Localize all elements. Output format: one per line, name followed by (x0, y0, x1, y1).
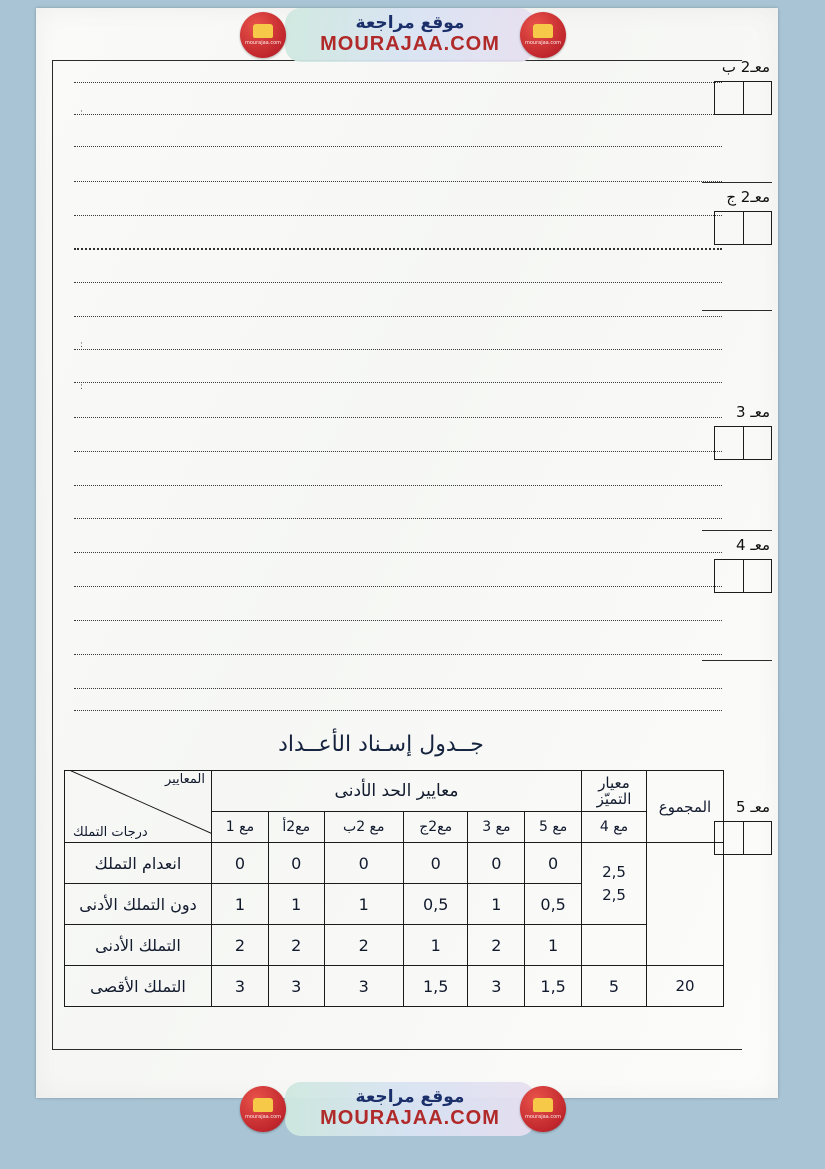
badge-glyph-icon (533, 1098, 553, 1112)
cell-value: 1 (268, 884, 324, 925)
subheader-criterion-2c: مع2ج (403, 812, 468, 843)
criteria-label: معـ 5 (736, 798, 770, 816)
cell-value: 3 (468, 966, 525, 1007)
row-label: دون التملك الأدنى (65, 884, 212, 925)
row-label: التملك الأدنى (65, 925, 212, 966)
cell-value: 0 (468, 843, 525, 884)
score-cell[interactable] (715, 427, 743, 459)
criteria-separator (702, 530, 772, 531)
cell-excellence (582, 925, 647, 966)
criteria-score-boxes[interactable] (714, 426, 772, 460)
score-cell[interactable] (743, 212, 772, 244)
table-row (65, 925, 724, 966)
cell-value: 0 (403, 843, 468, 884)
criteria-label: معـ 4 (736, 536, 770, 554)
ruled-lines: : : : (74, 82, 722, 722)
cell-value: 1 (468, 884, 525, 925)
badge-subtext: mourajaa.com (245, 40, 282, 46)
criteria-label: معـ2 ب (721, 58, 770, 76)
subheader-criterion-5: مع 5 (525, 812, 582, 843)
cell-value: 0 (212, 843, 269, 884)
watermark-line1: موقع مراجعة (355, 1087, 465, 1108)
badge-glyph-icon (533, 24, 553, 38)
criteria-score-boxes[interactable] (714, 81, 772, 115)
corner-top-label: المعايير (164, 772, 205, 787)
watermark-badge-icon (520, 12, 566, 58)
criteria-separator (702, 660, 772, 661)
watermark-text (320, 1088, 500, 1129)
cell-value: 1 (403, 925, 468, 966)
criteria-score-boxes[interactable] (714, 211, 772, 245)
cell-value: 2 (268, 925, 324, 966)
cell-value: 2 (324, 925, 403, 966)
subheader-criterion-1: مع 1 (212, 812, 269, 843)
score-cell[interactable] (743, 560, 772, 592)
scanned-sheet (36, 8, 778, 1098)
cell-value: 2 (468, 925, 525, 966)
score-cell[interactable] (743, 427, 772, 459)
watermark-badge-icon (520, 1086, 566, 1132)
watermark-text (320, 14, 500, 55)
cell-value: 1 (212, 884, 269, 925)
cell-value: 1 (324, 884, 403, 925)
score-cell[interactable] (715, 560, 743, 592)
cell-value: 2 (212, 925, 269, 966)
header-minimum-group: معايير الحد الأدنى (212, 771, 582, 812)
table-row (65, 843, 724, 884)
cell-value: 3 (212, 966, 269, 1007)
subheader-criterion-3: مع 3 (468, 812, 525, 843)
row-label: انعدام التملك (65, 843, 212, 884)
badge-subtext: mourajaa.com (525, 40, 562, 46)
excellence-value: 2,5 (602, 863, 626, 881)
corner-bottom-label: درجات التملك (73, 825, 148, 841)
cell-excellence: 5 (582, 966, 647, 1007)
row-total (647, 843, 724, 966)
criteria-separator (702, 182, 772, 183)
criteria-block-3 (710, 538, 772, 593)
score-cell[interactable] (715, 212, 743, 244)
watermark-badge-icon (240, 1086, 286, 1132)
table-corner-cell (65, 771, 212, 843)
criteria-block-0 (710, 60, 772, 115)
badge-subtext: mourajaa.com (245, 1114, 282, 1120)
table-header-row (65, 771, 724, 812)
cell-value: 3 (324, 966, 403, 1007)
score-cell[interactable] (715, 82, 743, 114)
badge-glyph-icon (253, 1098, 273, 1112)
row-label: التملك الأقصى (65, 966, 212, 1007)
marks-table (64, 770, 724, 1007)
criteria-block-1 (710, 190, 772, 245)
watermark-bottom (240, 1078, 580, 1140)
criteria-label: معـ 3 (736, 403, 770, 421)
cell-value: 0,5 (525, 884, 582, 925)
cell-value: 0 (324, 843, 403, 884)
row-excellence-merged (582, 843, 647, 925)
cell-value: 0 (525, 843, 582, 884)
criteria-block-2 (710, 405, 772, 460)
criteria-score-boxes[interactable] (714, 559, 772, 593)
subheader-criterion-2b: مع 2ب (324, 812, 403, 843)
excellence-value: 2,5 (602, 885, 626, 904)
watermark-line1: موقع مراجعة (355, 13, 465, 34)
header-total: المجموع (647, 771, 724, 843)
cell-value: 1 (525, 925, 582, 966)
cell-value: 1,5 (525, 966, 582, 1007)
cell-value: 3 (268, 966, 324, 1007)
badge-subtext: mourajaa.com (525, 1114, 562, 1120)
row-total: 20 (647, 966, 724, 1007)
cell-value: 1,5 (403, 966, 468, 1007)
score-cell[interactable] (743, 822, 772, 854)
header-excellence: معيار التميّز (582, 771, 647, 812)
watermark-line2: MOURAJAA.COM (320, 1107, 500, 1130)
subheader-criterion-2a: مع2أ (268, 812, 324, 843)
criteria-label: معـ2 ج (726, 188, 770, 206)
criteria-separator (702, 310, 772, 311)
marks-table-title: جــدول إسـناد الأعــداد (278, 732, 484, 757)
watermark-badge-icon (240, 12, 286, 58)
watermark-line2: MOURAJAA.COM (320, 33, 500, 56)
table-row (65, 966, 724, 1007)
score-cell[interactable] (743, 82, 772, 114)
cell-value: 0 (268, 843, 324, 884)
badge-glyph-icon (253, 24, 273, 38)
cell-value: 0,5 (403, 884, 468, 925)
watermark-top (240, 4, 580, 66)
subheader-excellence: مع 4 (582, 812, 647, 843)
